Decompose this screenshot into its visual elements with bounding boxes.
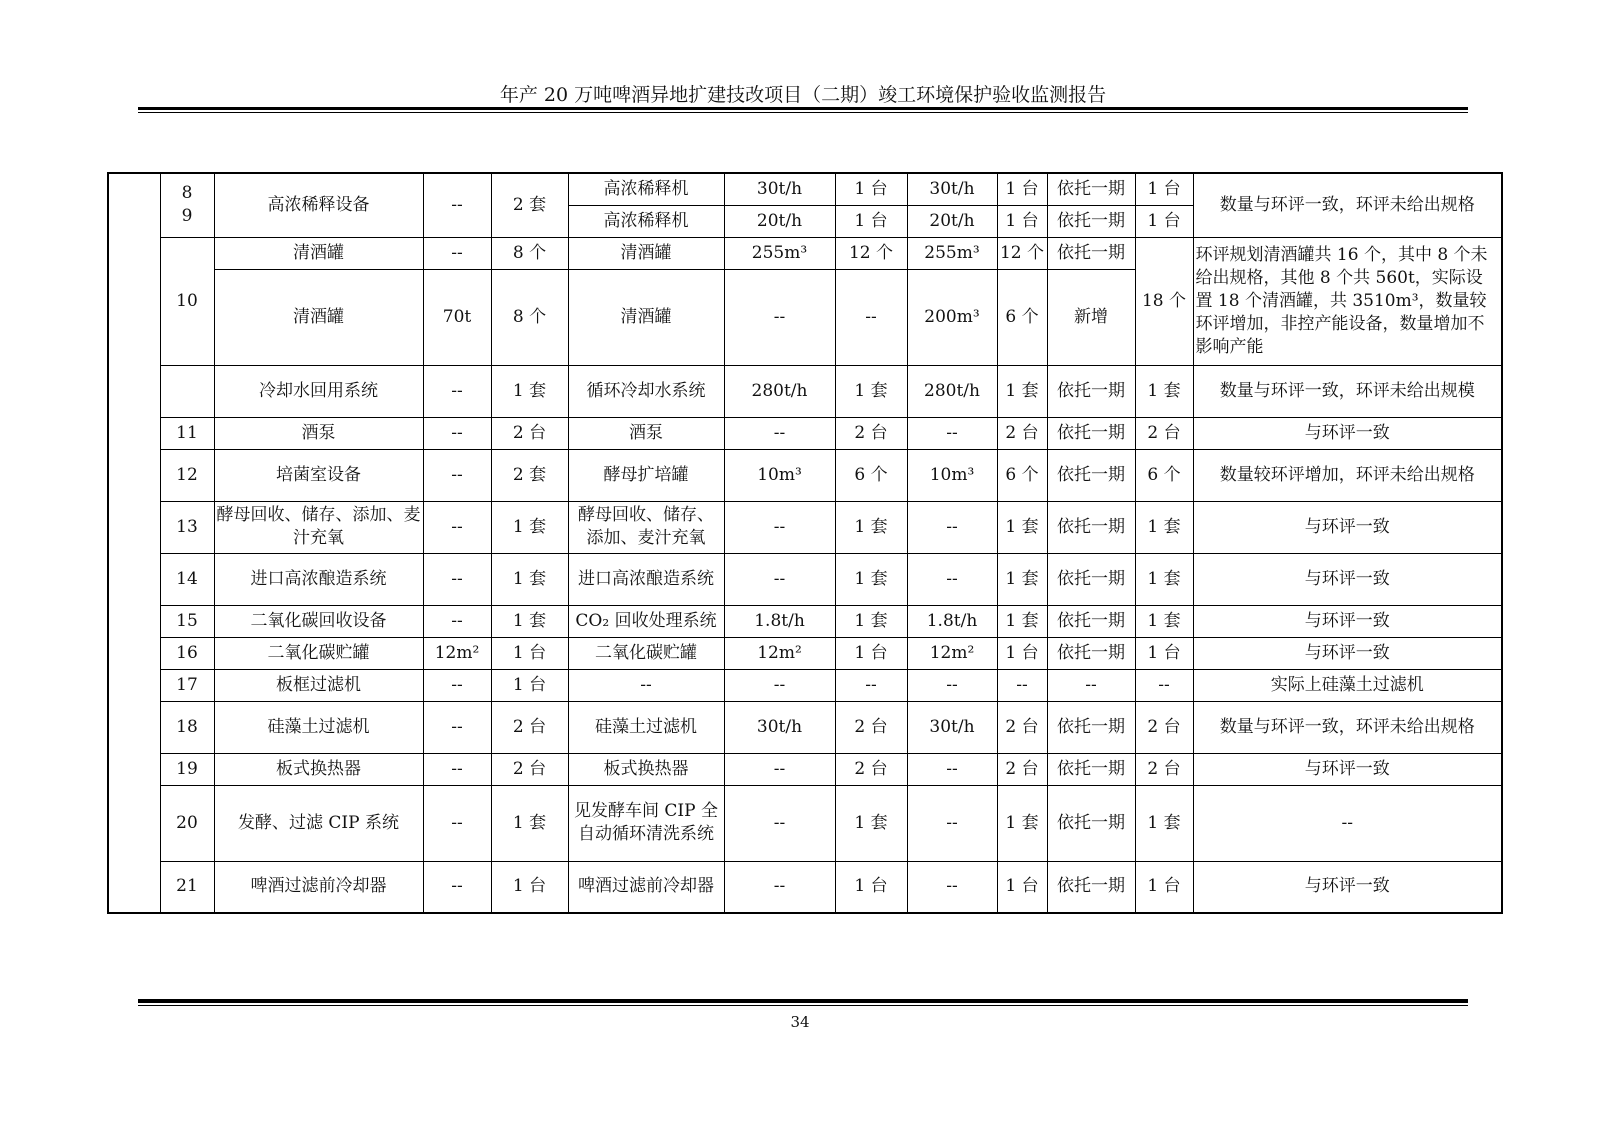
- eia-equipment-name: 二氧化碳贮罐: [214, 637, 423, 669]
- table-row: [108, 553, 1502, 605]
- eia-spec: --: [423, 449, 491, 501]
- eia-quantity: 8 个: [491, 269, 568, 365]
- design-spec: 10m³: [724, 449, 835, 501]
- row-number: [160, 365, 214, 417]
- design-spec: 12m²: [724, 637, 835, 669]
- actual-spec: 30t/h: [907, 701, 997, 753]
- actual-equipment-name: 见发酵车间 CIP 全自动循环清洗系统: [568, 785, 724, 861]
- design-spec: 30t/h: [724, 173, 835, 205]
- table-row: [108, 701, 1502, 753]
- source: 依托一期: [1047, 501, 1135, 553]
- total-quantity: 2 台: [1135, 701, 1193, 753]
- table-row: [108, 669, 1502, 701]
- equipment-table: [107, 172, 1503, 914]
- eia-equipment-name: 高浓稀释设备: [214, 173, 423, 237]
- design-spec: 255m³: [724, 237, 835, 269]
- table-row: [108, 365, 1502, 417]
- row-number: 15: [160, 605, 214, 637]
- remark: 与环评一致: [1193, 553, 1502, 605]
- table-row: [108, 605, 1502, 637]
- source: 依托一期: [1047, 417, 1135, 449]
- design-quantity: 6 个: [835, 449, 907, 501]
- actual-spec: 12m²: [907, 637, 997, 669]
- remark: 与环评一致: [1193, 861, 1502, 913]
- eia-spec: --: [423, 417, 491, 449]
- eia-spec: --: [423, 861, 491, 913]
- table-row: [108, 417, 1502, 449]
- eia-equipment-name: 清酒罐: [214, 237, 423, 269]
- actual-spec: 200m³: [907, 269, 997, 365]
- actual-spec: 30t/h: [907, 173, 997, 205]
- table-body: [108, 173, 1502, 913]
- actual-spec: --: [907, 553, 997, 605]
- actual-quantity: 1 台: [997, 637, 1047, 669]
- row-number: 13: [160, 501, 214, 553]
- source: 依托一期: [1047, 365, 1135, 417]
- actual-quantity: 1 套: [997, 501, 1047, 553]
- eia-spec: --: [423, 701, 491, 753]
- eia-equipment-name: 酒泵: [214, 417, 423, 449]
- actual-quantity: 2 台: [997, 753, 1047, 785]
- design-spec: --: [724, 785, 835, 861]
- eia-spec: --: [423, 237, 491, 269]
- footer-rule-thin: [138, 1005, 1468, 1006]
- design-spec: --: [724, 269, 835, 365]
- page-number: 34: [790, 1013, 810, 1031]
- source: 依托一期: [1047, 861, 1135, 913]
- actual-equipment-name: 清酒罐: [568, 237, 724, 269]
- row-number: 18: [160, 701, 214, 753]
- table-row: [108, 785, 1502, 861]
- design-quantity: 1 台: [835, 205, 907, 237]
- design-quantity: --: [835, 269, 907, 365]
- eia-quantity: 2 套: [491, 449, 568, 501]
- source: 依托一期: [1047, 553, 1135, 605]
- eia-equipment-name: 板框过滤机: [214, 669, 423, 701]
- actual-quantity: 1 台: [997, 205, 1047, 237]
- design-quantity: 1 套: [835, 605, 907, 637]
- eia-equipment-name: 硅藻土过滤机: [214, 701, 423, 753]
- eia-quantity: 2 台: [491, 753, 568, 785]
- remark: 与环评一致: [1193, 753, 1502, 785]
- eia-equipment-name: 酵母回收、储存、添加、麦汁充氧: [214, 501, 423, 553]
- actual-spec: --: [907, 861, 997, 913]
- eia-spec: --: [423, 173, 491, 237]
- total-quantity: --: [1135, 669, 1193, 701]
- design-spec: 280t/h: [724, 365, 835, 417]
- actual-equipment-name: CO₂ 回收处理系统: [568, 605, 724, 637]
- design-spec: --: [724, 501, 835, 553]
- actual-equipment-name: 板式换热器: [568, 753, 724, 785]
- row-number: 17: [160, 669, 214, 701]
- eia-quantity: 1 台: [491, 637, 568, 669]
- page-header-title: 年产 20 万吨啤酒异地扩建技改项目（二期）竣工环境保护验收监测报告: [499, 84, 1107, 106]
- table-row: [108, 501, 1502, 553]
- actual-quantity: --: [997, 669, 1047, 701]
- header-rule: [138, 107, 1468, 110]
- row-number: 11: [160, 417, 214, 449]
- eia-spec: --: [423, 605, 491, 637]
- category-cell: [108, 173, 160, 913]
- eia-equipment-name: 冷却水回用系统: [214, 365, 423, 417]
- remark: 数量与环评一致，环评未给出规格: [1193, 173, 1502, 237]
- source: 新增: [1047, 269, 1135, 365]
- actual-quantity: 1 台: [997, 861, 1047, 913]
- eia-equipment-name: 发酵、过滤 CIP 系统: [214, 785, 423, 861]
- actual-equipment-name: 酵母扩培罐: [568, 449, 724, 501]
- source: 依托一期: [1047, 637, 1135, 669]
- eia-spec: --: [423, 785, 491, 861]
- eia-quantity: 2 套: [491, 173, 568, 237]
- eia-quantity: 1 套: [491, 501, 568, 553]
- row-number: 12: [160, 449, 214, 501]
- header-rule-thin: [138, 112, 1468, 113]
- footer-rule: [138, 999, 1468, 1003]
- total-quantity: 1 套: [1135, 785, 1193, 861]
- actual-spec: --: [907, 417, 997, 449]
- design-spec: --: [724, 753, 835, 785]
- design-spec: --: [724, 417, 835, 449]
- source: --: [1047, 669, 1135, 701]
- design-quantity: 1 套: [835, 553, 907, 605]
- total-quantity: 1 台: [1135, 205, 1193, 237]
- design-quantity: 2 台: [835, 753, 907, 785]
- total-quantity: 18 个: [1135, 237, 1193, 365]
- design-quantity: 1 套: [835, 785, 907, 861]
- design-quantity: 2 台: [835, 417, 907, 449]
- row-number: 8 9: [160, 173, 214, 237]
- actual-spec: 1.8t/h: [907, 605, 997, 637]
- actual-quantity: 1 套: [997, 605, 1047, 637]
- eia-equipment-name: 培菌室设备: [214, 449, 423, 501]
- remark: 数量与环评一致，环评未给出规格: [1193, 701, 1502, 753]
- actual-spec: --: [907, 753, 997, 785]
- table-row: [108, 449, 1502, 501]
- eia-quantity: 2 台: [491, 701, 568, 753]
- row-number: 19: [160, 753, 214, 785]
- eia-equipment-name: 啤酒过滤前冷却器: [214, 861, 423, 913]
- actual-quantity: 12 个: [997, 237, 1047, 269]
- eia-quantity: 1 台: [491, 669, 568, 701]
- eia-spec: --: [423, 501, 491, 553]
- table-row: [108, 637, 1502, 669]
- total-quantity: 1 台: [1135, 861, 1193, 913]
- eia-quantity: 1 台: [491, 861, 568, 913]
- total-quantity: 1 台: [1135, 637, 1193, 669]
- table-row: [108, 861, 1502, 913]
- actual-spec: 255m³: [907, 237, 997, 269]
- actual-equipment-name: --: [568, 669, 724, 701]
- design-quantity: 12 个: [835, 237, 907, 269]
- actual-spec: 280t/h: [907, 365, 997, 417]
- table-row: [108, 753, 1502, 785]
- total-quantity: 1 台: [1135, 173, 1193, 205]
- design-quantity: 1 套: [835, 365, 907, 417]
- design-quantity: 1 台: [835, 861, 907, 913]
- total-quantity: 1 套: [1135, 553, 1193, 605]
- design-spec: --: [724, 553, 835, 605]
- actual-quantity: 6 个: [997, 449, 1047, 501]
- source: 依托一期: [1047, 237, 1135, 269]
- actual-spec: --: [907, 669, 997, 701]
- design-spec: 30t/h: [724, 701, 835, 753]
- actual-quantity: 6 个: [997, 269, 1047, 365]
- source: 依托一期: [1047, 785, 1135, 861]
- row-number: 10: [160, 237, 214, 365]
- remark: 实际上硅藻土过滤机: [1193, 669, 1502, 701]
- design-quantity: --: [835, 669, 907, 701]
- actual-equipment-name: 酵母回收、储存、添加、麦汁充氧: [568, 501, 724, 553]
- actual-equipment-name: 啤酒过滤前冷却器: [568, 861, 724, 913]
- eia-quantity: 1 套: [491, 553, 568, 605]
- actual-spec: 20t/h: [907, 205, 997, 237]
- actual-equipment-name: 清酒罐: [568, 269, 724, 365]
- actual-equipment-name: 进口高浓酿造系统: [568, 553, 724, 605]
- actual-spec: --: [907, 785, 997, 861]
- design-quantity: 1 台: [835, 637, 907, 669]
- table-row: [108, 237, 1502, 269]
- design-spec: --: [724, 861, 835, 913]
- actual-quantity: 2 台: [997, 701, 1047, 753]
- design-quantity: 1 台: [835, 173, 907, 205]
- eia-spec: 12m²: [423, 637, 491, 669]
- design-quantity: 2 台: [835, 701, 907, 753]
- eia-equipment-name: 二氧化碳回收设备: [214, 605, 423, 637]
- design-spec: 20t/h: [724, 205, 835, 237]
- source: 依托一期: [1047, 701, 1135, 753]
- source: 依托一期: [1047, 205, 1135, 237]
- row-number: 16: [160, 637, 214, 669]
- total-quantity: 1 套: [1135, 501, 1193, 553]
- remark: 数量较环评增加，环评未给出规格: [1193, 449, 1502, 501]
- actual-spec: --: [907, 501, 997, 553]
- remark: 与环评一致: [1193, 605, 1502, 637]
- actual-equipment-name: 高浓稀释机: [568, 205, 724, 237]
- design-spec: 1.8t/h: [724, 605, 835, 637]
- actual-quantity: 1 套: [997, 785, 1047, 861]
- actual-quantity: 2 台: [997, 417, 1047, 449]
- source: 依托一期: [1047, 449, 1135, 501]
- remark: --: [1193, 785, 1502, 861]
- eia-spec: --: [423, 669, 491, 701]
- total-quantity: 1 套: [1135, 365, 1193, 417]
- eia-quantity: 1 套: [491, 605, 568, 637]
- remark: 与环评一致: [1193, 637, 1502, 669]
- actual-equipment-name: 硅藻土过滤机: [568, 701, 724, 753]
- eia-equipment-name: 清酒罐: [214, 269, 423, 365]
- total-quantity: 2 台: [1135, 417, 1193, 449]
- total-quantity: 6 个: [1135, 449, 1193, 501]
- table-row: [108, 173, 1502, 205]
- actual-quantity: 1 套: [997, 365, 1047, 417]
- eia-quantity: 1 套: [491, 785, 568, 861]
- actual-spec: 10m³: [907, 449, 997, 501]
- remark: 数量与环评一致，环评未给出规模: [1193, 365, 1502, 417]
- design-spec: --: [724, 669, 835, 701]
- source: 依托一期: [1047, 753, 1135, 785]
- source: 依托一期: [1047, 605, 1135, 637]
- remark: 环评规划清酒罐共 16 个，其中 8 个未给出规格，其他 8 个共 560t，实际设置 18 个清酒罐，共 3510m³，数量较环评增加，非控产能设备，数量增加不影响产能: [1193, 237, 1502, 365]
- eia-quantity: 1 套: [491, 365, 568, 417]
- actual-equipment-name: 二氧化碳贮罐: [568, 637, 724, 669]
- actual-equipment-name: 高浓稀释机: [568, 173, 724, 205]
- row-number: 20: [160, 785, 214, 861]
- actual-quantity: 1 套: [997, 553, 1047, 605]
- eia-spec: --: [423, 365, 491, 417]
- eia-equipment-name: 板式换热器: [214, 753, 423, 785]
- total-quantity: 1 套: [1135, 605, 1193, 637]
- eia-spec: 70t: [423, 269, 491, 365]
- actual-equipment-name: 循环冷却水系统: [568, 365, 724, 417]
- row-number: 21: [160, 861, 214, 913]
- eia-spec: --: [423, 553, 491, 605]
- row-number: 14: [160, 553, 214, 605]
- total-quantity: 2 台: [1135, 753, 1193, 785]
- eia-spec: --: [423, 753, 491, 785]
- remark: 与环评一致: [1193, 417, 1502, 449]
- source: 依托一期: [1047, 173, 1135, 205]
- design-quantity: 1 套: [835, 501, 907, 553]
- eia-quantity: 8 个: [491, 237, 568, 269]
- eia-quantity: 2 台: [491, 417, 568, 449]
- actual-quantity: 1 台: [997, 173, 1047, 205]
- remark: 与环评一致: [1193, 501, 1502, 553]
- eia-equipment-name: 进口高浓酿造系统: [214, 553, 423, 605]
- actual-equipment-name: 酒泵: [568, 417, 724, 449]
